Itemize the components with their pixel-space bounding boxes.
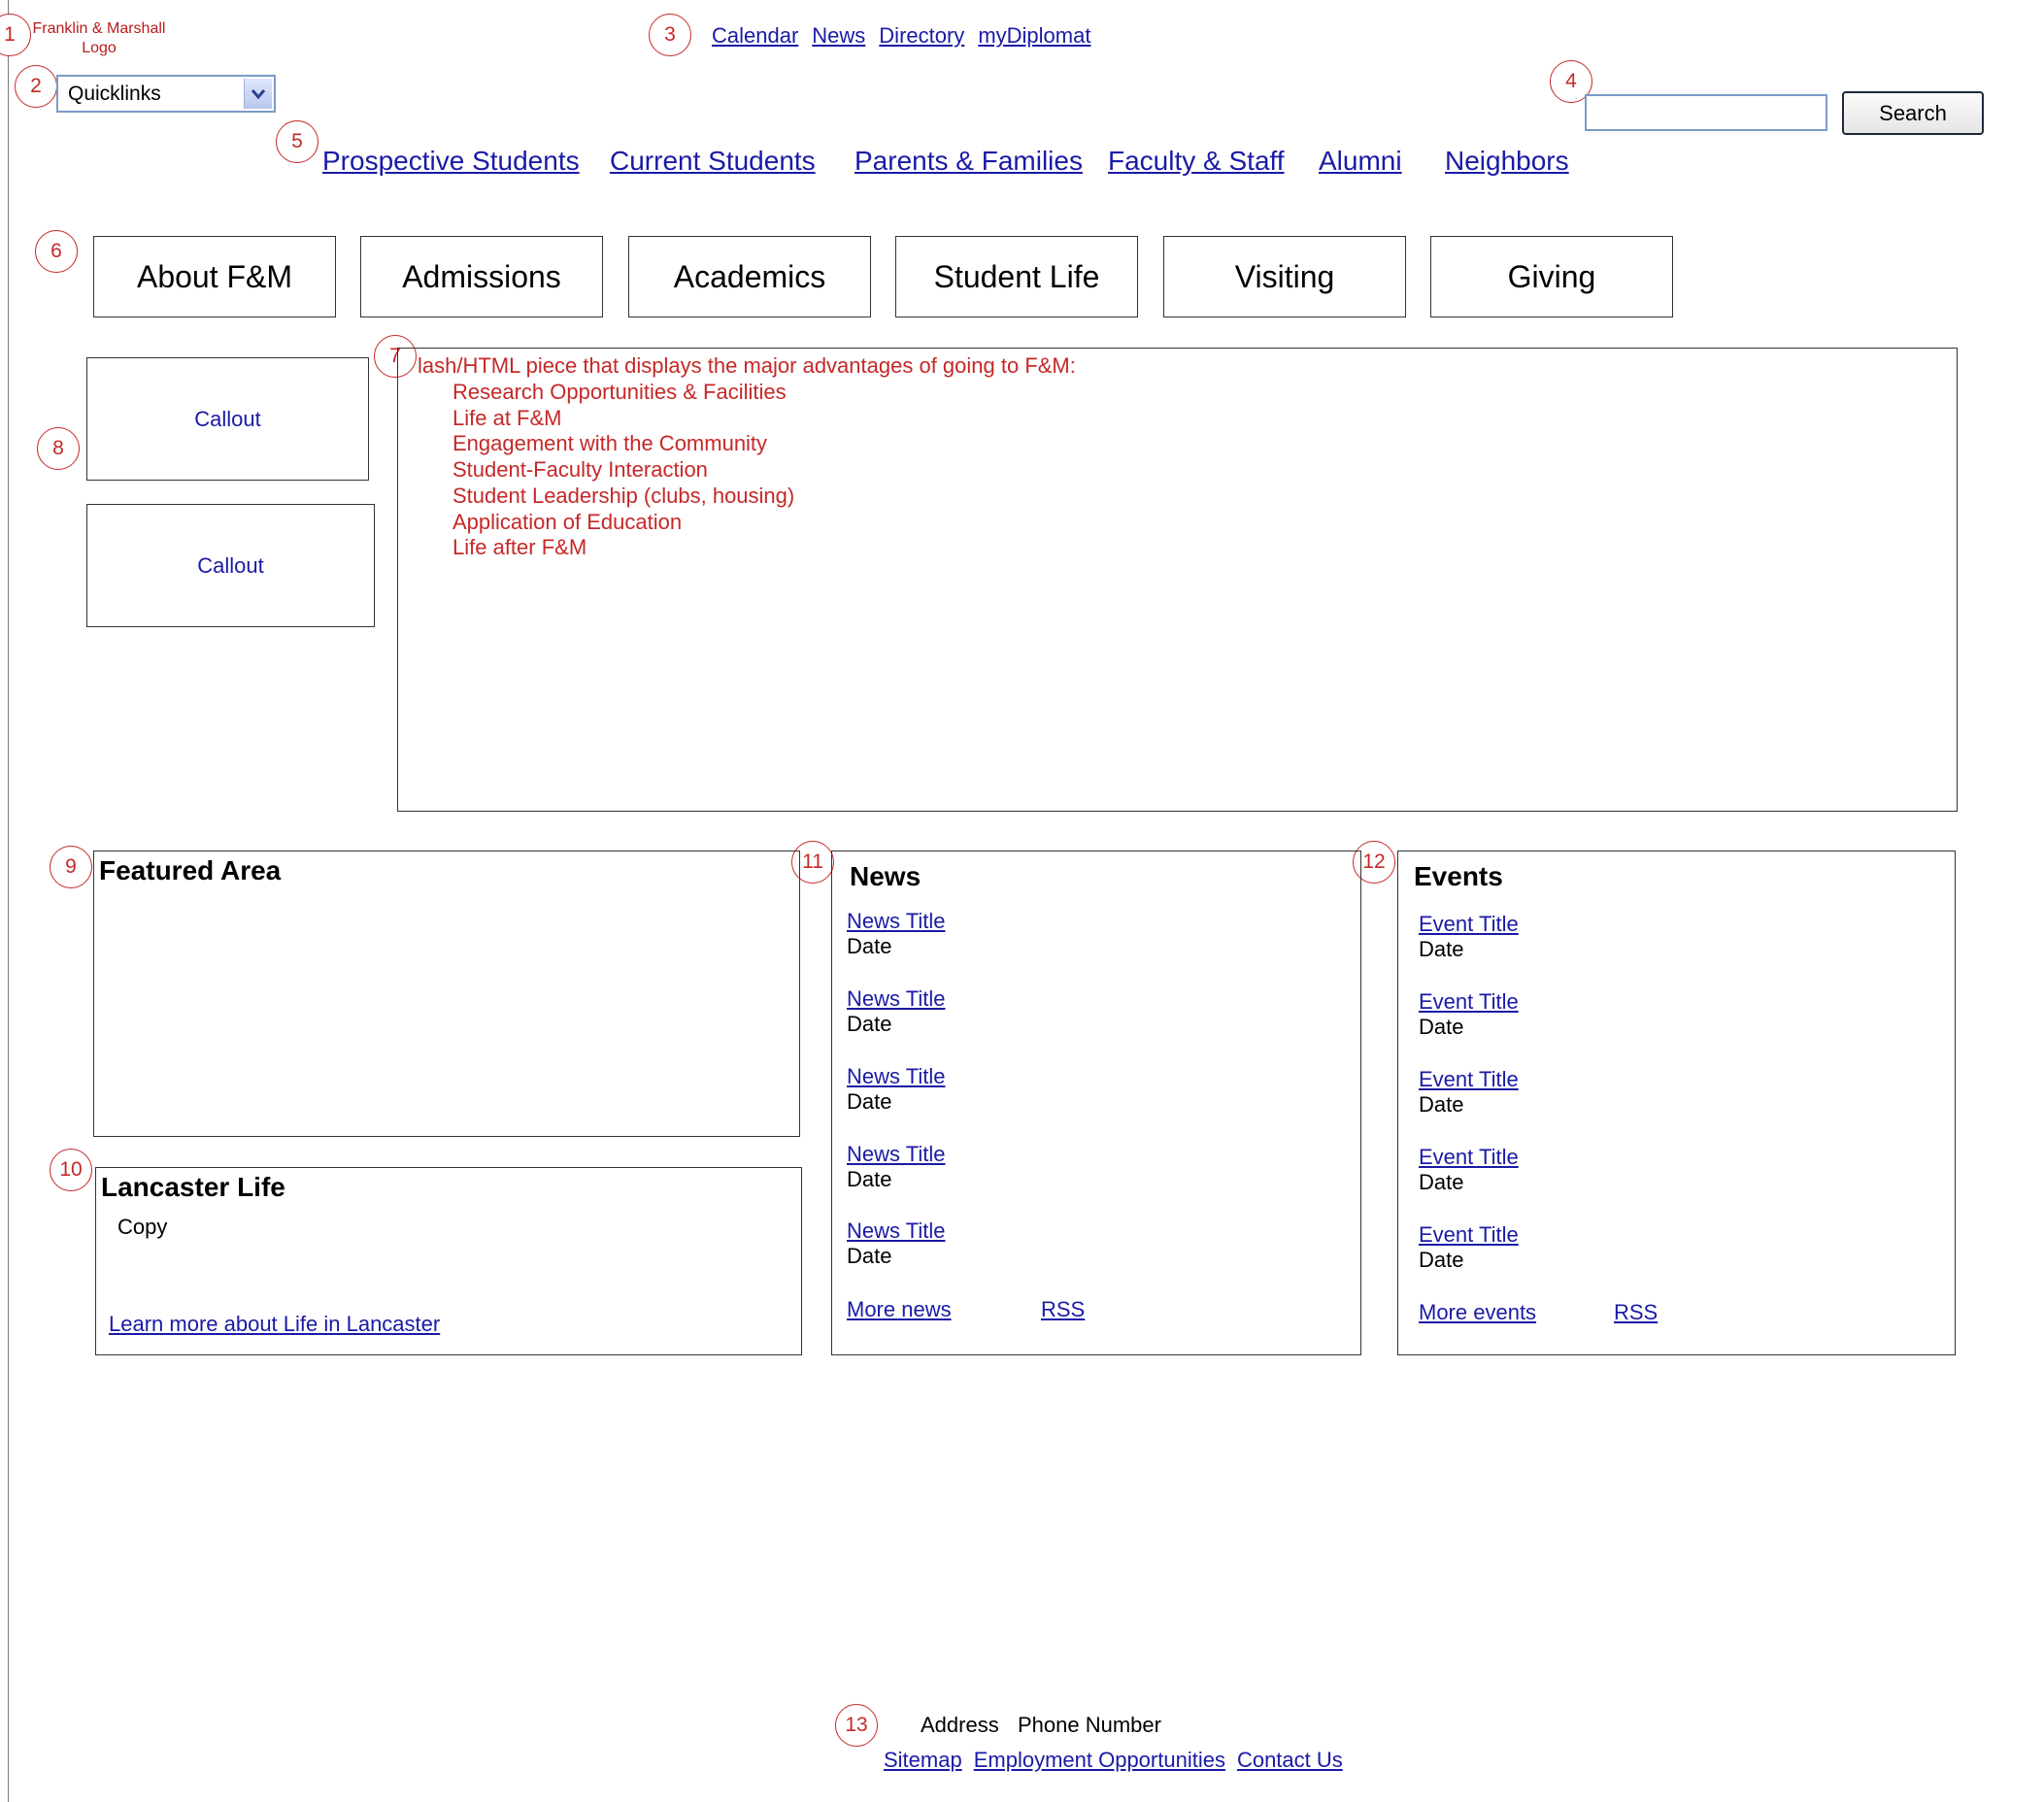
events-rss-link[interactable]: RSS	[1614, 1300, 1659, 1324]
list-item: Life at F&M	[452, 405, 562, 430]
more-news-link[interactable]: More news	[847, 1297, 952, 1321]
annotation-marker-13: 13	[835, 1704, 878, 1747]
callout-box-2[interactable]	[86, 504, 375, 627]
quicklinks-select[interactable]	[56, 75, 276, 113]
list-item: Engagement with the Community	[452, 431, 768, 456]
callout-box-1[interactable]	[86, 357, 369, 481]
news-item-title[interactable]: News Title	[847, 1218, 946, 1243]
news-item-title[interactable]: News Title	[847, 1064, 946, 1088]
annotation-marker-12: 12	[1353, 841, 1395, 884]
annotation-marker-1: 1	[0, 14, 31, 56]
tab-giving[interactable]: Giving	[1430, 236, 1673, 317]
event-item-date: Date	[1419, 1015, 1464, 1039]
event-item-date: Date	[1419, 1092, 1464, 1117]
audience-link-faculty-staff[interactable]: Faculty & Staff	[1108, 146, 1285, 176]
tab-visiting[interactable]: Visiting	[1163, 236, 1406, 317]
news-item-date: Date	[847, 1012, 892, 1036]
callout-label-1: Callout	[194, 406, 261, 431]
tab-admissions[interactable]: Admissions	[360, 236, 603, 317]
list-item: Application of Education	[452, 509, 683, 534]
footer-link-employment[interactable]: Employment Opportunities	[973, 1748, 1225, 1772]
utility-link-directory[interactable]: Directory	[879, 23, 965, 48]
annotation-marker-3: 3	[649, 14, 691, 56]
news-item-date: Date	[847, 1244, 892, 1268]
more-events-link[interactable]: More events	[1419, 1300, 1537, 1324]
logo-placeholder[interactable]	[31, 19, 167, 58]
event-item-title[interactable]: Event Title	[1419, 1067, 1519, 1091]
event-item-date: Date	[1419, 1170, 1464, 1194]
audience-link-alumni[interactable]: Alumni	[1319, 146, 1402, 176]
list-item: Life after F&M	[452, 535, 587, 560]
utility-link-news[interactable]: News	[812, 23, 866, 48]
news-item-title[interactable]: News Title	[847, 986, 946, 1011]
lancaster-learn-more-link[interactable]: Learn more about Life in Lancaster	[109, 1312, 441, 1336]
audience-link-parents-families[interactable]: Parents & Families	[854, 146, 1083, 176]
list-item: Research Opportunities & Facilities	[452, 380, 787, 404]
utility-link-calendar[interactable]: Calendar	[712, 23, 799, 48]
event-item-date: Date	[1419, 937, 1464, 961]
footer-address: Address	[921, 1713, 999, 1737]
annotation-marker-6: 6	[35, 230, 78, 273]
event-item-date: Date	[1419, 1248, 1464, 1272]
footer-link-sitemap[interactable]: Sitemap	[884, 1748, 962, 1772]
news-item-title[interactable]: News Title	[847, 909, 946, 933]
search-input[interactable]	[1585, 94, 1827, 131]
event-item-title[interactable]: Event Title	[1419, 912, 1519, 936]
annotation-marker-4: 4	[1550, 60, 1592, 103]
annotation-marker-8: 8	[37, 427, 80, 470]
featured-area-box	[93, 851, 800, 1137]
tab-student-life[interactable]: Student Life	[895, 236, 1138, 317]
annotation-marker-9: 9	[50, 846, 92, 888]
featured-area-heading: Featured Area	[99, 855, 282, 885]
search-button[interactable]: Search	[1842, 91, 1984, 135]
footer-phone: Phone Number	[1018, 1713, 1161, 1737]
annotation-marker-11: 11	[791, 841, 834, 884]
tab-about-fm[interactable]: About F&M	[93, 236, 336, 317]
events-heading: Events	[1414, 861, 1503, 891]
news-item-date: Date	[847, 934, 892, 958]
left-edge-line	[8, 0, 9, 1802]
news-item-title[interactable]: News Title	[847, 1142, 946, 1166]
news-item-date: Date	[847, 1167, 892, 1191]
event-item-title[interactable]: Event Title	[1419, 1222, 1519, 1247]
audience-link-current-students[interactable]: Current Students	[610, 146, 816, 176]
annotation-marker-7: 7	[374, 335, 417, 378]
flash-advantages-list	[452, 380, 794, 561]
footer-links	[884, 1748, 1343, 1773]
event-item-title[interactable]: Event Title	[1419, 1145, 1519, 1169]
callout-label-2: Callout	[197, 552, 264, 578]
annotation-marker-5: 5	[276, 120, 318, 163]
flash-description: lash/HTML piece that displays the major advantages of going to F&M:	[418, 353, 1076, 378]
quicklinks-selected-value: Quicklinks	[68, 82, 161, 105]
list-item: Student Leadership (clubs, housing)	[452, 483, 795, 508]
annotation-marker-10: 10	[50, 1149, 92, 1191]
audience-link-neighbors[interactable]: Neighbors	[1445, 146, 1569, 176]
audience-link-prospective-students[interactable]: Prospective Students	[322, 146, 580, 176]
news-rss-link[interactable]: RSS	[1041, 1297, 1086, 1321]
event-item-title[interactable]: Event Title	[1419, 989, 1519, 1014]
footer-link-contact[interactable]: Contact Us	[1236, 1748, 1343, 1772]
chevron-down-icon[interactable]	[244, 79, 272, 109]
logo-line-1: Franklin & Marshall	[32, 20, 166, 37]
logo-line-2: Logo	[82, 40, 117, 56]
news-item-date: Date	[847, 1089, 892, 1114]
news-heading: News	[850, 861, 921, 891]
tab-academics[interactable]: Academics	[628, 236, 871, 317]
lancaster-life-heading: Lancaster Life	[101, 1172, 285, 1202]
utility-link-mydiplomat[interactable]: myDiplomat	[978, 23, 1091, 48]
utility-nav	[712, 23, 1090, 49]
list-item: Student-Faculty Interaction	[452, 457, 708, 483]
lancaster-life-copy: Copy	[117, 1215, 168, 1239]
annotation-marker-2: 2	[15, 65, 57, 108]
